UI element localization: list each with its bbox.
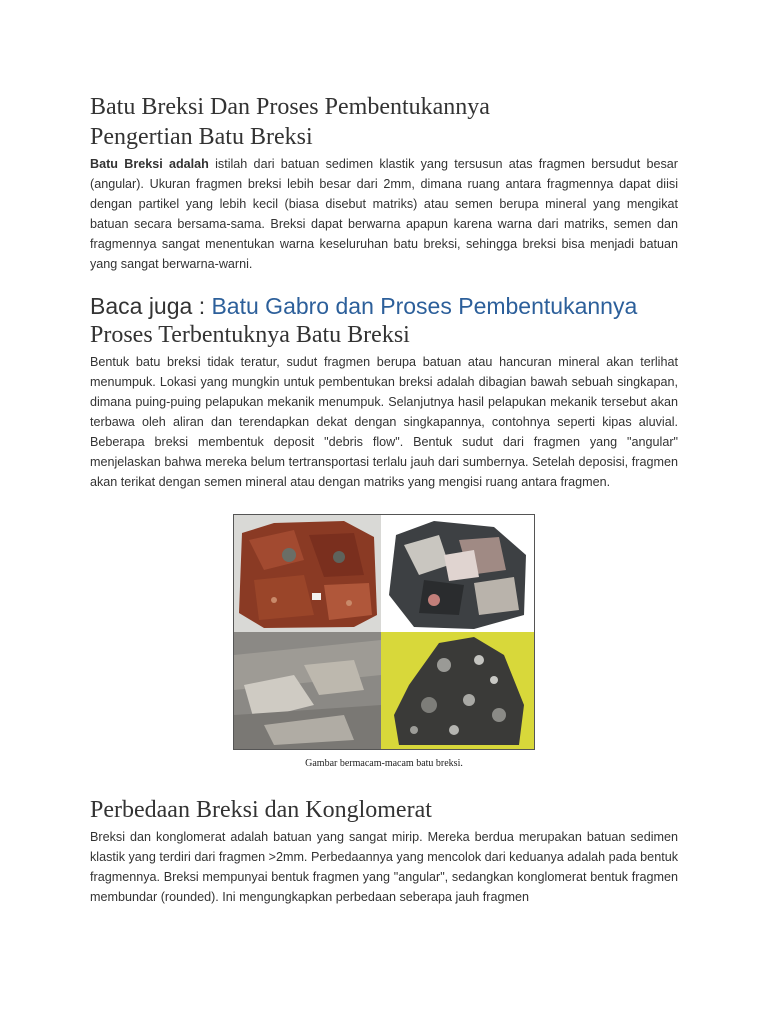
figure-caption: Gambar bermacam-macam batu breksi. <box>305 758 463 769</box>
paragraph-perbedaan: Breksi dan konglomerat adalah batuan yang sangat mirip. Mereka berdua merupakan batuan sedimen klastik yang terdiri dari fragmen >2mm. Perbedaannya yang mencolok dari keduanya adalah pada bentuk fragmennya. Breksi mempunyai bentuk fragmen yang "angular", sedangkan konglomerat bentuk fragmen membundar (rounded). Ini mengungkapkan perbedaan seberapa jauh fragmen <box>90 830 678 904</box>
baca-juga <box>90 292 678 320</box>
heading-proses: Proses Terbentuknya Batu Breksi <box>90 322 410 348</box>
photo-gray-outcrop <box>234 632 381 749</box>
paragraph-pengertian <box>90 154 678 274</box>
breccia-image-grid <box>233 514 535 750</box>
breccia-photos <box>234 515 534 749</box>
baca-juga-prefix: Baca juga : <box>90 293 212 319</box>
article-content <box>90 92 678 907</box>
heading-perbedaan: Perbedaan Breksi dan Konglomerat <box>90 797 432 823</box>
photo-yellow-bg-breccia <box>381 632 534 749</box>
baca-juga-link[interactable]: Batu Gabro dan Proses Pembentukannya <box>211 293 638 319</box>
paragraph-pengertian-text: istilah dari batuan sedimen klastik yang tersusun atas fragmen bersudut besar (angular). Ukuran fragmen breksi lebih besar dari 2mm, dimana ruang antara fragmennya dapat diisi dengan partikel yang lebih kecil (biasa disebut matriks) atau semen berupa mineral yang mengikat batuan secara bersama-sama. Breksi dapat berwarna apapun karena warna dari matriks, semen dan fragmennya sangat menentukan warna keseluruhan batu breksi, sehingga breksi bisa menjadi batuan yang sangat berwarna-warni. <box>90 157 678 271</box>
paragraph-proses: Bentuk batu breksi tidak teratur, sudut fragmen berupa batuan atau hancuran mineral akan terlihat menumpuk. Lokasi yang mungkin untuk pembentukan breksi adalah dibagian bawah sebuah singkapan, dimana puing-puing pelapukan mekanik menumpuk. Selanjutnya hasil pelapukan mekanik tersebut akan terbawa oleh aliran dan terendapkan dekat dengan singkapannya, contohnya seperti kipas aluvial. Beberapa breksi membentuk deposit "debris flow". Bentuk sudut dari fragmen yang "angular" menjelaskan bahwa mereka belum tertransportasi terlalu jauh dari sumbernya. Setelah deposisi, fragmen akan terikat dengan semen mineral atau dengan matriks yang mengisi ruang antara fragmen. <box>90 355 678 489</box>
bold-lead: Batu Breksi adalah <box>90 157 209 171</box>
heading-pengertian: Pengertian Batu Breksi <box>90 124 313 150</box>
photo-red-breccia <box>234 515 381 632</box>
article-title: Batu Breksi Dan Proses Pembentukannya <box>90 94 490 120</box>
photo-dark-breccia <box>381 515 534 632</box>
